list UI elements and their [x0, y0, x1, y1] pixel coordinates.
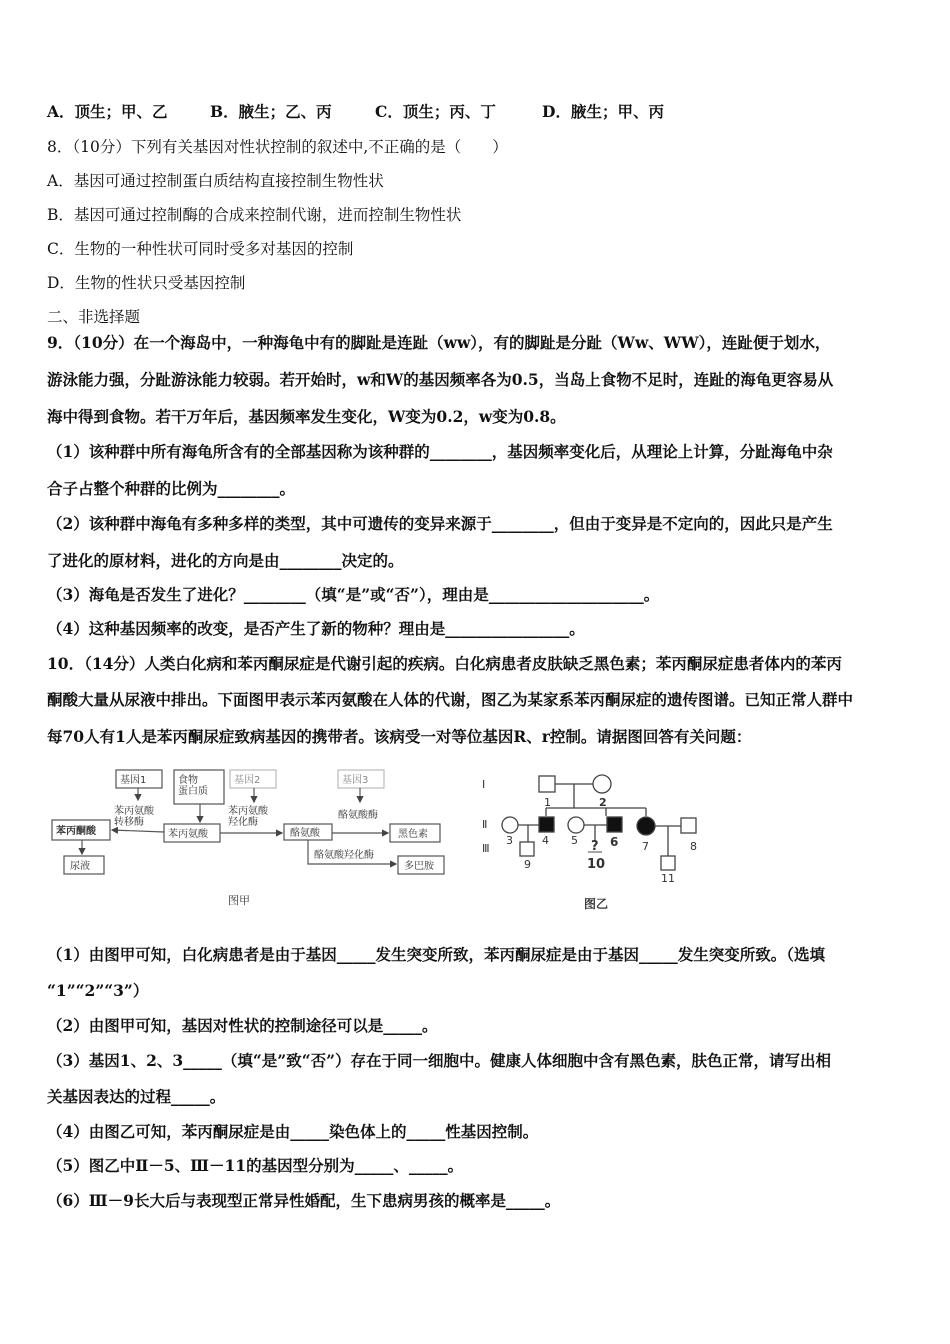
- ped-i1-male: [539, 776, 555, 792]
- fig-a-gene3: 基因3: [342, 775, 369, 786]
- figure-b: [502, 775, 696, 870]
- ped-label-5: 5: [571, 834, 578, 847]
- ped-gen3-label: Ⅲ: [482, 842, 490, 855]
- ped-label-8: 8: [690, 840, 697, 853]
- q7-option-a: A．顶生；甲、乙: [47, 102, 168, 121]
- fig-a-food-protein: 食物蛋白质: [178, 775, 208, 797]
- fig-a-enzyme-hydroxylase: 苯丙氨酸羟化酶: [228, 806, 268, 828]
- fig-a-urine: 尿液: [70, 861, 90, 872]
- ped-label-10: 10: [587, 857, 606, 872]
- ped-label-4: 4: [542, 834, 549, 847]
- q9-part-2a: （2）该种群中海龟有多种多样的类型，其中可遗传的变异来源于________，但由于变异是不定向的，因此只是产生: [47, 514, 833, 533]
- q10-part-4: （4）由图乙可知，苯丙酮尿症是由_____染色体上的_____性基因控制。: [47, 1122, 539, 1141]
- ped-i2-female: [593, 775, 611, 793]
- q9-stem-3: 海中得到食物。若干万年后，基因频率发生变化，W变为0.2，w变为0.8。: [47, 407, 566, 426]
- q10-part-3b: 关基因表达的过程_____。: [47, 1087, 226, 1106]
- q7-option-c: C．顶生；丙、丁: [375, 102, 496, 121]
- ped-iii11-male: [661, 856, 675, 870]
- ped-label-2: 2: [599, 796, 607, 809]
- q8-option-d: D．生物的性状只受基因控制: [47, 274, 246, 292]
- fig-a-tyrosine: 酪氨酸: [290, 828, 320, 839]
- ped-ii4-male-affected: [539, 817, 554, 832]
- fig-a-enzyme-tyrosine-hydroxylase: 酪氨酸羟化酶: [314, 850, 374, 861]
- q10-part-5: （5）图乙中Ⅱ－5、Ⅲ－11的基因型分别为_____、_____。: [47, 1156, 464, 1175]
- ped-label-7: 7: [642, 840, 649, 853]
- figure-b-labels: [482, 778, 697, 911]
- q8-stem: 8．（10分）下列有关基因对性状控制的叙述中,不正确的是（ ）: [47, 138, 508, 156]
- fig-a-gene1: 基因1: [120, 775, 147, 786]
- q10-part-3a: （3）基因1、2、3_____（填“是”致“否”）存在于同一细胞中。健康人体细胞中含有黑色素，肤色正常，请写出相: [47, 1051, 832, 1070]
- q10-stem-1: 10．（14分）人类白化病和苯丙酮尿症是代谢引起的疾病。白化病患者皮肤缺乏黑色素；苯丙酮尿症患者体内的苯丙: [47, 654, 842, 673]
- q10-stem-2: 酮酸大量从尿液中排出。下面图甲表示苯丙氨酸在人体的代谢，图乙为某家系苯丙酮尿症的遗传图谱。已知正常人群中: [47, 690, 854, 709]
- q10-part-1a: （1）由图甲可知，白化病患者是由于基因_____发生突变所致，苯丙酮尿症是由于基因_____发生突变所致。（选填: [47, 945, 826, 964]
- ped-ii8-male: [681, 818, 696, 833]
- fig-a-dopamine: 多巴胺: [404, 861, 434, 872]
- ped-label-3: 3: [506, 834, 513, 847]
- ped-ii6-male-affected: [607, 817, 622, 832]
- q9-part-2b: 了进化的原材料，进化的方向是由________决定的。: [47, 551, 404, 570]
- section-heading: 二、非选择题: [47, 308, 141, 326]
- figure-svg: [50, 756, 910, 924]
- fig-a-phenylpyruvate: 苯丙酮酸: [56, 826, 96, 837]
- ped-label-11: 11: [661, 872, 675, 885]
- fig-a-caption: 图甲: [228, 894, 250, 907]
- q10-part-1b: “1”“2”“3”）: [47, 981, 149, 1000]
- ped-ii5-female: [568, 817, 584, 833]
- fig-a-melanin: 黑色素: [398, 829, 428, 840]
- fig-b-caption: 图乙: [584, 897, 609, 911]
- fig-a-enzyme-tyrosinase: 酪氨酸酶: [338, 810, 378, 821]
- figure-a-labels: [56, 773, 434, 907]
- ped-unknown-mark: ?: [591, 839, 599, 854]
- ped-label-6: 6: [610, 835, 619, 849]
- q7-option-d: D．腋生；甲、丙: [542, 102, 664, 121]
- q9-stem-1: 9．（10分）在一个海岛中，一种海龟中有的脚趾是连趾（ww），有的脚趾是分趾（Ww、WW），连趾便于划水，: [47, 333, 831, 352]
- fig-a-gene2: 基因2: [234, 775, 261, 786]
- q9-stem-2: 游泳能力强，分趾游泳能力较弱。若开始时，w和W的基因频率各为0.5，当岛上食物不足时，连趾的海龟更容易从: [47, 370, 834, 389]
- q8-option-c: C．生物的一种性状可同时受多对基因的控制: [47, 240, 354, 258]
- q7-option-b: B．腋生；乙、丙: [210, 102, 332, 121]
- ped-label-9: 9: [524, 858, 531, 871]
- q9-part-1a: （1）该种群中所有海龟所含有的全部基因称为该种群的________，基因频率变化后，从理论上计算，分趾海龟中杂: [47, 442, 833, 461]
- q9-part-4: （4）这种基因频率的改变，是否产生了新的物种？理由是________________。: [47, 619, 585, 638]
- q10-part-6: （6）Ⅲ－9长大后与表现型正常异性婚配，生下患病男孩的概率是_____。: [47, 1191, 561, 1210]
- ped-gen1-label: Ⅰ: [482, 778, 486, 791]
- ped-gen2-label: Ⅱ: [482, 818, 488, 831]
- figures: [50, 756, 910, 924]
- ped-iii9-male: [520, 842, 534, 856]
- q10-part-2: （2）由图甲可知，基因对性状的控制途径可以是_____。: [47, 1016, 438, 1035]
- q8-option-b: B．基因可通过控制酶的合成来控制代谢，进而控制生物性状: [47, 206, 462, 224]
- ped-ii7-female-affected: [637, 817, 655, 835]
- fig-a-enzyme-transaminase: 苯丙氨酸转移酶: [114, 806, 154, 828]
- q10-stem-3: 每70人有1人是苯丙酮尿症致病基因的携带者。该病受一对等位基因R、r控制。请据图回答有关问题：: [47, 727, 752, 746]
- ped-label-1: 1: [544, 796, 551, 809]
- q9-part-3: （3）海龟是否发生了进化？________（填“是”或“否”），理由是____________________。: [47, 585, 660, 604]
- q7-options: [47, 102, 910, 122]
- fig-a-phenylalanine: 苯丙氨酸: [168, 829, 208, 840]
- q9-part-1b: 合子占整个种群的比例为________。: [47, 479, 296, 498]
- ped-ii3-female: [502, 817, 518, 833]
- q8-option-a: A．基因可通过控制蛋白质结构直接控制生物性状: [47, 172, 384, 190]
